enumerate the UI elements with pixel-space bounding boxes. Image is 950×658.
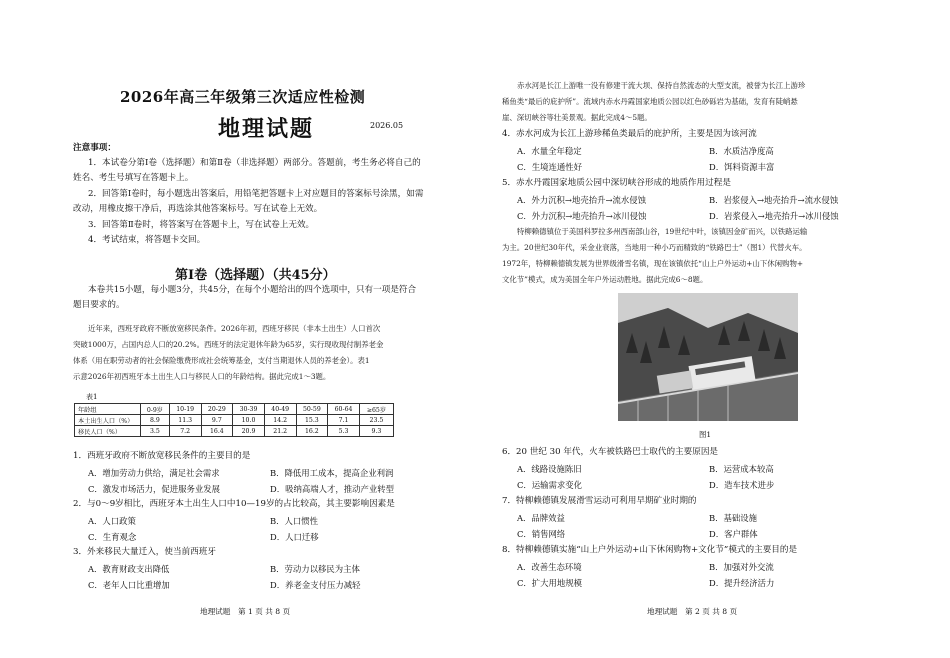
question-stem: 7．特柳赖德镇发展滑雪运动可利用早期矿业时期的 [502, 496, 697, 506]
question-option: C．生育观念 [88, 532, 137, 542]
notice-line: 改动，用橡皮擦干净后，再选涂其他答案标号。写在试卷上无效。 [73, 204, 323, 214]
page-footer: 地理试题 第 1 页 共 8 页 [200, 607, 291, 616]
question-option: C．运输需求变化 [517, 480, 583, 490]
question-option: B．劳动力以移民为主体 [270, 564, 360, 574]
question-option: D．客户群体 [709, 529, 758, 539]
table-cell: 本土出生人口（%） [75, 415, 141, 426]
rail-bus-photo [618, 293, 798, 421]
question-option: D．人口迁移 [270, 532, 319, 542]
section-desc: 本卷共15小题，每小题3分，共45分，在每个小题给出的四个选项中，只有一项是符合 [88, 285, 417, 295]
rail-bus-illustration [618, 293, 798, 421]
question-option: D．饵料资源丰富 [709, 162, 775, 172]
question-option: D．吸纳高端人才，推动产业转型 [270, 484, 394, 494]
table-cell: 7.1 [328, 415, 360, 426]
table-cell: 11.3 [169, 415, 201, 426]
question-option: A．线路设施陈旧 [517, 464, 582, 474]
question-option: A．改善生态环境 [517, 562, 582, 572]
table-cell: 9.3 [359, 426, 393, 437]
passage-line: 为主。20世纪30年代，采金业衰落，当地用一种小巧而精致的“铁路巴士”（图1）代替火车。 [502, 243, 807, 252]
table-cell: 14.2 [264, 415, 296, 426]
table-cell: 年龄组 [75, 404, 141, 415]
question-option: C．外力沉积→地壳抬升→冰川侵蚀 [517, 211, 647, 221]
table-caption: 表1 [86, 393, 98, 401]
table-cell: 50-59 [296, 404, 328, 415]
question-option: A．增加劳动力供给，满足社会需求 [88, 468, 220, 478]
notice-line: 3．回答第Ⅱ卷时，将答案写在答题卡上，写在试卷上无效。 [88, 220, 315, 230]
age-structure-table [74, 403, 394, 437]
question-option: D．养老金支付压力减轻 [270, 580, 361, 590]
passage-line: 近年来，西班牙政府不断放宽移民条件。2026年初，西班牙移民（非本土出生）人口首次 [88, 324, 381, 333]
notice-line: 2．回答第Ⅰ卷时，每小题选出答案后，用铅笔把答题卡上对应题目的答案标号涂黑，如需 [88, 189, 424, 199]
table-cell: 21.2 [264, 426, 296, 437]
page-2 [475, 0, 950, 658]
table-cell: 16.2 [296, 426, 328, 437]
question-option: A．外力沉积→地壳抬升→流水侵蚀 [517, 195, 646, 205]
question-option: C．激发市场活力，促进服务业发展 [88, 484, 221, 494]
exam-date: 2026.05 [370, 121, 404, 130]
question-option: C．扩大用地规模 [517, 578, 583, 588]
table-cell: 20.9 [233, 426, 265, 437]
question-option: A．品牌效益 [517, 513, 565, 523]
table-cell: 23.5 [359, 415, 393, 426]
passage-line: 文化节”模式，成为美国全年户外运动胜地。据此完成6～8题。 [502, 275, 708, 284]
question-option: D．岩浆侵入→地壳抬升→冰川侵蚀 [709, 211, 839, 221]
passage-line: 特柳赖德镇位于美国科罗拉多州西南部山谷，19世纪中叶，该镇因金矿而兴，以铁路运输 [517, 227, 808, 236]
subject-title: 地理试题 [218, 116, 315, 142]
question-option: C．生境连通性好 [517, 162, 583, 172]
exam-title: 2026年高三年级第三次适应性检测 [120, 88, 366, 106]
table-cell: 0-9岁 [141, 404, 170, 415]
question-option: C．销售网络 [517, 529, 566, 539]
question-option: D．提升经济活力 [709, 578, 775, 588]
table-cell: 9.7 [201, 415, 233, 426]
table-header-row [75, 404, 394, 415]
question-option: B．降低用工成本，提高企业利润 [270, 468, 394, 478]
question-option: B．加强对外交流 [709, 562, 774, 572]
passage-line: 突破1000万，占国内总人口的20.2%。西班牙的法定退休年龄为65岁，实行现收现付制养老金 [73, 340, 384, 349]
question-stem: 8．特柳赖德镇实施“山上户外运动+山下休闲购物+文化节”模式的主要目的是 [502, 545, 798, 555]
question-option: A．教育财政支出降低 [88, 564, 170, 574]
figure-caption: 图1 [699, 430, 712, 439]
table-cell: 20-29 [201, 404, 233, 415]
notice-line: 1．本试卷分第Ⅰ卷（选择题）和第Ⅱ卷（非选择题）两部分。答题前，考生务必将自己的 [88, 158, 421, 168]
table-cell: 16.4 [201, 426, 233, 437]
passage-line: 稀鱼类“最后的庇护所”。流域内赤水丹霞国家地质公园以红色砂砾岩为基础，发育有陡峭悬 [502, 97, 798, 106]
table-cell: 15.3 [296, 415, 328, 426]
table-row [75, 415, 394, 426]
table-cell: 30-39 [233, 404, 265, 415]
table-cell: 10-19 [169, 404, 201, 415]
question-option: B．运营成本较高 [709, 464, 774, 474]
question-option: C．老年人口比重增加 [88, 580, 170, 590]
table-cell: 5.3 [328, 426, 360, 437]
table-cell: 7.2 [169, 426, 201, 437]
table-cell: ≥65岁 [359, 404, 393, 415]
table-cell: 60-64 [328, 404, 360, 415]
question-option: B．人口惯性 [270, 516, 319, 526]
question-stem: 5．赤水丹霞国家地质公园中深切峡谷形成的地质作用过程是 [502, 178, 731, 188]
passage-line: 赤水河是长江上游唯一没有修建干流大坝、保持自然流态的大型支流，被誉为长江上游珍 [517, 81, 806, 90]
question-stem: 1．西班牙政府不断放宽移民条件的主要目的是 [73, 451, 251, 461]
table-cell: 40-49 [264, 404, 296, 415]
question-option: B．基础设施 [709, 513, 758, 523]
question-option: A．人口政策 [88, 516, 136, 526]
passage-line: 崖、深切峡谷等壮美景观。据此完成4～5题。 [502, 113, 652, 122]
notice-line: 姓名、考生号填写在答题卡上。 [73, 173, 194, 183]
notice-heading: 注意事项： [73, 143, 116, 153]
table-cell: 移民人口（%） [75, 426, 141, 437]
notice-line: 4．考试结束，将答题卡交回。 [88, 235, 206, 245]
question-option: B．水质洁净度高 [709, 146, 774, 156]
section-title: 第Ⅰ卷（选择题）（共45分） [175, 268, 336, 283]
question-stem: 2．与0～9岁相比，西班牙本土出生人口中10—19岁的占比较高，其主要影响因素是 [73, 499, 395, 509]
table-cell: 8.9 [141, 415, 170, 426]
table-cell: 3.5 [141, 426, 170, 437]
question-option: D．造车技术进步 [709, 480, 775, 490]
page-footer: 地理试题 第 2 页 共 8 页 [647, 607, 738, 616]
passage-line: 体系（用在职劳动者的社会保险缴费形成社会统筹基金，支付当期退休人员的养老金）。表1 [73, 356, 370, 365]
passage-line: 示意2026年初西班牙本土出生人口与移民人口的年龄结构。据此完成1～3题。 [73, 372, 331, 381]
passage-line: 1972年，特柳赖德镇发展为世界级滑雪名镇，现在该镇依托“山上户外运动+山下休闲购物+ [502, 259, 804, 268]
table-row [75, 426, 394, 437]
section-desc: 题目要求的。 [73, 300, 125, 310]
question-stem: 3．外来移民大量迁入，使当前西班牙 [73, 547, 216, 557]
question-option: A．水量全年稳定 [517, 146, 582, 156]
question-stem: 4．赤水河成为长江上游珍稀鱼类最后的庇护所，主要是因为该河流 [502, 129, 757, 139]
question-stem: 6．20 世纪 30 年代，火车被铁路巴士取代的主要原因是 [502, 447, 719, 457]
table-cell: 10.0 [233, 415, 265, 426]
question-option: B．岩浆侵入→地壳抬升→流水侵蚀 [709, 195, 839, 205]
